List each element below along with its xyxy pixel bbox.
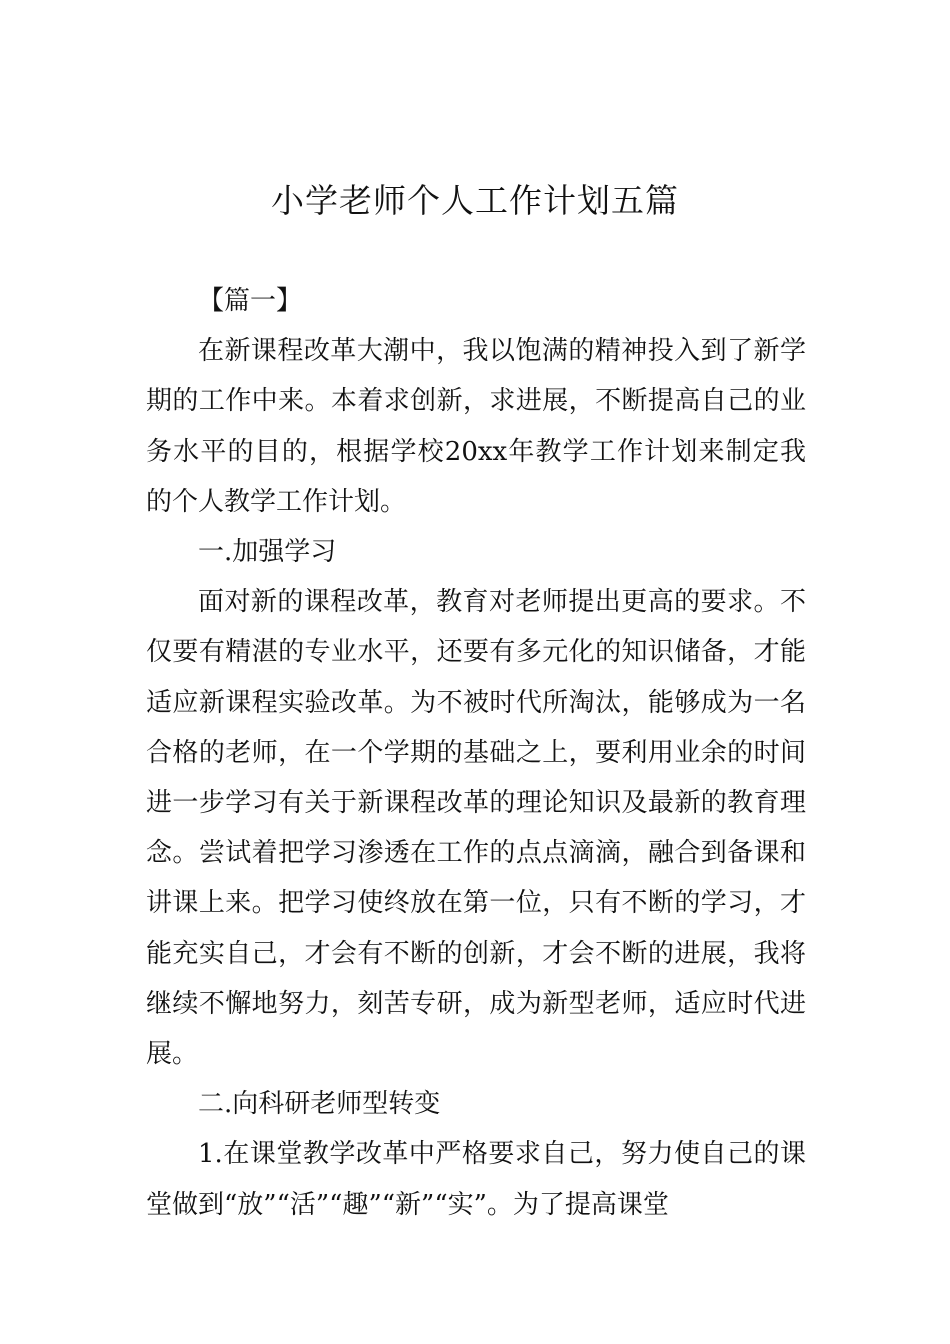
- paragraph-learning: 面对新的课程改革，教育对老师提出更高的要求。不仅要有精湛的专业水平，还要有多元化的知识储备，才能适应新课程实验改革。为不被时代所淘汰，能够成为一名合格的老师，在一个学期的基础之上，要利用业余的时间进一步学习有关于新课程改革的理论知识及最新的教育理念。尝试着把学习渗透在工作的点点滴滴，融合到备课和讲课上来。把学习使终放在第一位，只有不断的学习，才能充实自己，才会有不断的创新，才会不断的进展，我将继续不懈地努力，刻苦专研，成为新型老师，适应时代进展。: [146, 587, 806, 1070]
- paragraph-intro: 在新课程改革大潮中，我以饱满的精神投入到了新学期的工作中来。本着求创新，求进展，不断提高自己的业务水平的目的，根据学校20xx年教学工作计划来制定我的个人教学工作计划。: [146, 336, 806, 517]
- subheading-research-teacher: 二.向科研老师型转变: [198, 1089, 441, 1120]
- subheading-strengthen-learning: 一.加强学习: [198, 537, 337, 568]
- paragraph-classroom: 1.在课堂教学改革中严格要求自己，努力使自己的课堂做到“放”“活”“趣”“新”“实”。为了提高课堂: [146, 1139, 806, 1220]
- document-body: [146, 276, 806, 1230]
- section-heading: 【篇一】: [198, 286, 303, 316]
- document-title: 小学老师个人工作计划五篇: [271, 181, 679, 220]
